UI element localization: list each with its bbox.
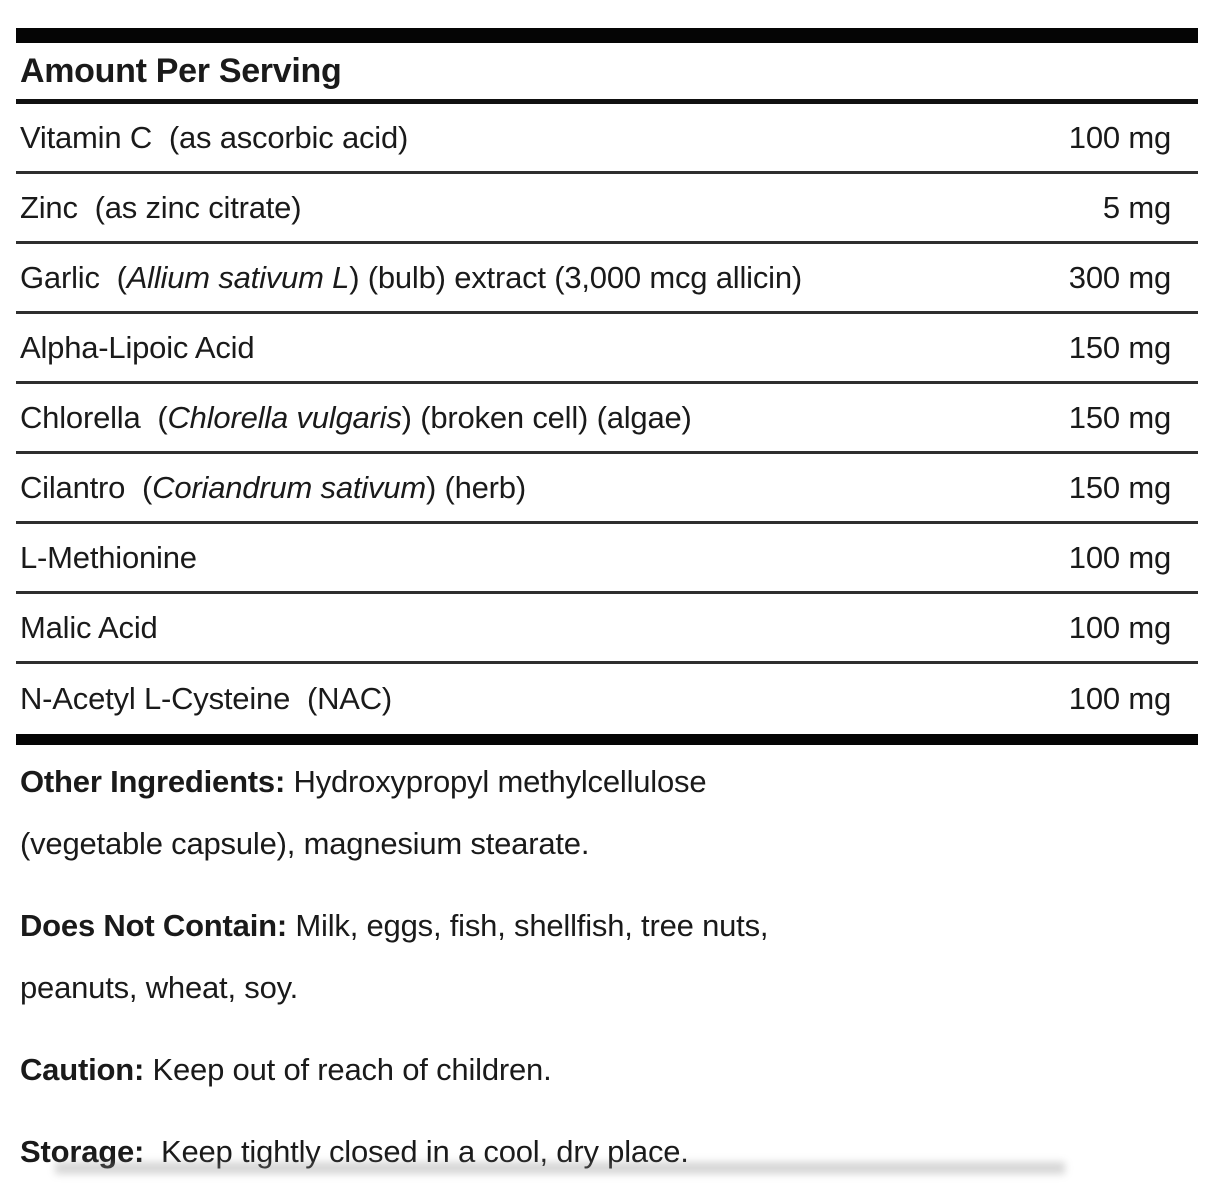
ingredient-amount: 150 mg bbox=[1068, 329, 1171, 365]
ingredient-name-suffix: ) (bulb) extract (3,000 mcg allicin) bbox=[349, 259, 802, 295]
ingredient-name bbox=[20, 190, 301, 226]
note-line bbox=[20, 813, 1198, 875]
note-line bbox=[20, 895, 1198, 957]
note-line bbox=[20, 957, 1198, 1019]
ingredient-name bbox=[20, 540, 197, 576]
ingredient-name-text: Alpha-Lipoic Acid bbox=[20, 329, 255, 365]
ingredient-amount: 100 mg bbox=[1068, 539, 1171, 575]
ingredient-amount: 5 mg bbox=[1102, 189, 1171, 225]
ingredient-latin-name: Allium sativum L bbox=[126, 259, 350, 295]
ingredient-amount: 100 mg bbox=[1068, 681, 1171, 716]
does-not-contain-note bbox=[20, 895, 1198, 1019]
table-row-alpha-lipoic-acid bbox=[16, 314, 1198, 384]
table-row-garlic bbox=[16, 244, 1198, 314]
table-row-zinc bbox=[16, 174, 1198, 244]
ingredient-amount: 300 mg bbox=[1068, 259, 1171, 295]
ingredient-table bbox=[16, 104, 1198, 734]
does-not-contain-text-2: peanuts, wheat, soy. bbox=[20, 970, 299, 1005]
storage-label: Storage: bbox=[20, 1134, 145, 1169]
ingredient-name bbox=[20, 260, 802, 296]
ingredient-name-text: Chlorella ( bbox=[20, 399, 168, 435]
ingredient-amount: 100 mg bbox=[1068, 119, 1171, 155]
ingredient-latin-name: Chlorella vulgaris bbox=[167, 399, 402, 435]
caution-label: Caution: bbox=[20, 1052, 145, 1087]
storage-text: Keep tightly closed in a cool, dry place. bbox=[144, 1134, 689, 1169]
caution-note bbox=[20, 1039, 1198, 1101]
top-divider-bar bbox=[16, 28, 1198, 43]
ingredient-name-suffix: ) (broken cell) (algae) bbox=[401, 399, 692, 435]
table-row-malic-acid bbox=[16, 594, 1198, 664]
ingredient-amount: 150 mg bbox=[1068, 399, 1171, 435]
ingredient-amount: 150 mg bbox=[1068, 469, 1171, 505]
ingredient-name bbox=[20, 400, 692, 436]
ingredient-name-text: Vitamin C (as ascorbic acid) bbox=[20, 119, 409, 155]
note-line bbox=[20, 1039, 1198, 1101]
table-row-cilantro bbox=[16, 454, 1198, 524]
ingredient-name-suffix: ) (herb) bbox=[425, 469, 526, 505]
caution-text: Keep out of reach of children. bbox=[144, 1052, 552, 1087]
ingredient-latin-name: Coriandrum sativum bbox=[152, 469, 426, 505]
ingredient-name bbox=[20, 610, 158, 646]
ingredient-name-text: N-Acetyl L-Cysteine (NAC) bbox=[20, 681, 393, 716]
note-line bbox=[20, 751, 1198, 813]
supplement-facts-panel bbox=[16, 0, 1198, 1183]
ingredient-name-text: Malic Acid bbox=[20, 609, 158, 645]
ingredient-name-text: Cilantro ( bbox=[20, 469, 153, 505]
other-ingredients-text: Hydroxypropyl methylcellulose bbox=[285, 764, 707, 799]
ingredient-name bbox=[20, 120, 408, 156]
does-not-contain-text: Milk, eggs, fish, shellfish, tree nuts, bbox=[286, 908, 769, 943]
ingredient-name-text: Garlic ( bbox=[20, 259, 127, 295]
ingredient-name bbox=[20, 330, 254, 366]
table-row-l-methionine bbox=[16, 524, 1198, 594]
ingredient-amount: 100 mg bbox=[1068, 609, 1171, 645]
ingredient-name bbox=[20, 470, 526, 506]
table-header bbox=[16, 43, 1198, 99]
other-ingredients-text-2: (vegetable capsule), magnesium stearate. bbox=[20, 826, 590, 861]
does-not-contain-label: Does Not Contain: bbox=[20, 908, 287, 943]
other-ingredients-note bbox=[20, 751, 1198, 875]
ingredient-name bbox=[20, 681, 392, 717]
ingredient-name-text: L-Methionine bbox=[20, 539, 197, 575]
cropped-bottom-bar-artifact bbox=[55, 1162, 1065, 1174]
table-row-vitamin-c bbox=[16, 104, 1198, 174]
other-ingredients-label: Other Ingredients: bbox=[20, 764, 286, 799]
ingredient-name-text: Zinc (as zinc citrate) bbox=[20, 189, 302, 225]
bottom-divider-bar bbox=[16, 734, 1198, 745]
amount-per-serving-heading: Amount Per Serving bbox=[20, 51, 342, 90]
table-row-chlorella bbox=[16, 384, 1198, 454]
table-row-nac bbox=[16, 664, 1198, 734]
